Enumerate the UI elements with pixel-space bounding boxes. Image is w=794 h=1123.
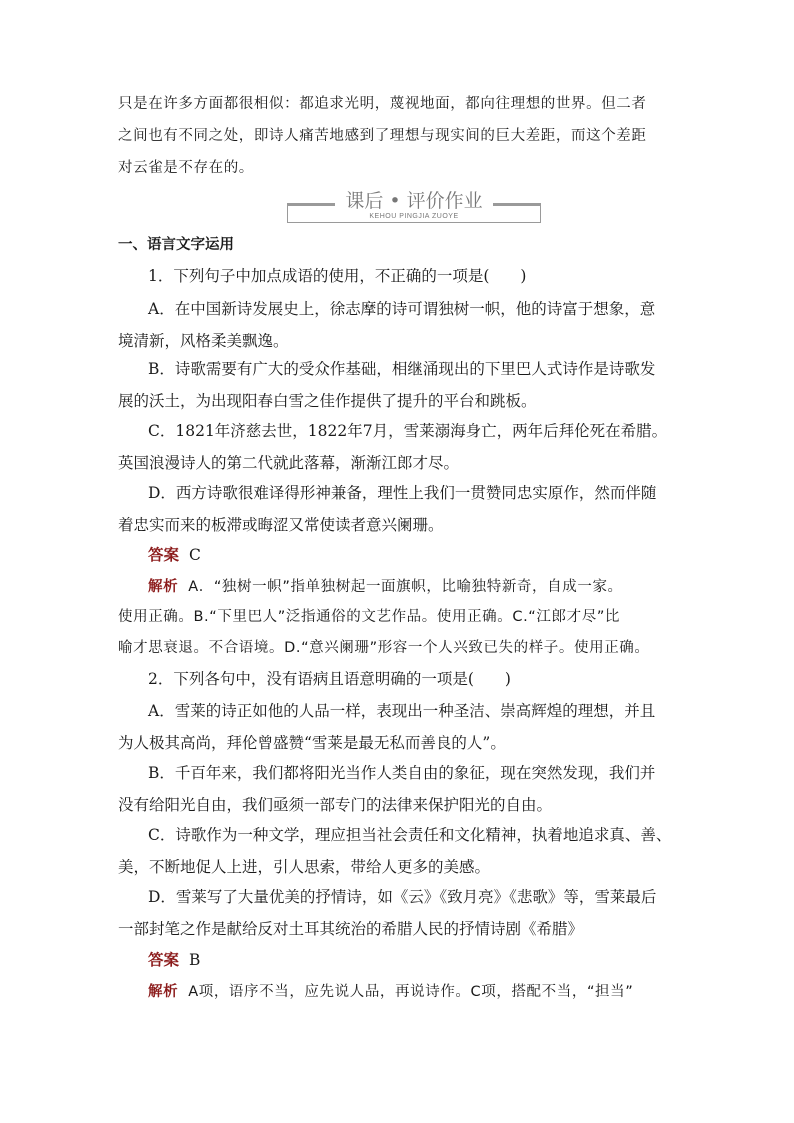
intro-line-3: 对云雀是不存在的。 xyxy=(118,160,254,176)
q1-option-c-cont: 英国浪漫诗人的第二代就此落幕，渐渐江郎才尽。 xyxy=(118,454,460,472)
q1-analysis-cont-1: 使用正确。B.“下里巴人”泛指通俗的文艺作品。使用正确。C.“江郎才尽”比 xyxy=(118,609,621,625)
q1-answer xyxy=(148,543,201,567)
q1-analysis-cont-2: 喻才思衰退。不合语境。D.“意兴阑珊”形容一个人兴致已失的样子。使用正确。 xyxy=(118,640,650,656)
q1-option-c: C．1821年济慈去世，1822年7月，雪莱溺海身亡，两年后拜伦死在希腊。 xyxy=(148,422,668,440)
q2-option-b: B．千百年来，我们都将阳光当作人类自由的象征，现在突然发现，我们并 xyxy=(148,764,656,782)
analysis-text: A项，语序不当，应先说人品，再说诗作。C项，搭配不当，“担当” xyxy=(188,984,634,1000)
banner-title: 课后 • 评价作业 xyxy=(335,188,493,214)
answer-value: C xyxy=(189,546,201,564)
q2-option-b-cont: 没有给阳光自由，我们亟须一部专门的法律来保护阳光的自由。 xyxy=(118,796,553,814)
intro-line-1: 只是在许多方面都很相似：都追求光明，蔑视地面，都向往理想的世界。但二者 xyxy=(118,96,647,112)
q2-option-d-cont: 一部封笔之作是献给反对土耳其统治的希腊人民的抒情诗剧《希腊》 xyxy=(118,920,584,938)
q1-analysis xyxy=(148,575,623,599)
answer-value: B xyxy=(189,951,201,969)
analysis-label: 解析 xyxy=(148,984,179,1000)
answer-label: 答案 xyxy=(148,950,180,969)
q2-option-c: C．诗歌作为一种文学，理应担当社会责任和文化精神，执着地追求真、善、 xyxy=(148,826,672,844)
q1-option-d: D．西方诗歌很难译得形神兼备，理性上我们一贯赞同忠实原作，然而伴随 xyxy=(148,484,657,502)
section-banner xyxy=(287,186,541,224)
q2-answer xyxy=(148,948,200,972)
section-heading: 一、语言文字运用 xyxy=(118,237,234,253)
answer-label: 答案 xyxy=(148,545,180,564)
analysis-text: A．“独树一帜”指单独树起一面旗帜，比喻独特新奇，自成一家。 xyxy=(188,579,623,595)
q2-option-a: A．雪莱的诗正如他的人品一样，表现出一种圣洁、崇高辉煌的理想，并且 xyxy=(148,702,656,720)
analysis-label: 解析 xyxy=(148,579,179,595)
q1-option-b: B．诗歌需要有广大的受众作基础，相继涌现出的下里巴人式诗作是诗歌发 xyxy=(148,360,656,378)
q2-analysis xyxy=(148,980,633,1004)
q1-option-b-cont: 展的沃土，为出现阳春白雪之佳作提供了提升的平台和跳板。 xyxy=(118,392,537,410)
q2-option-c-cont: 美，不断地促人上进，引人思索，带给人更多的美感。 xyxy=(118,858,491,876)
intro-line-2: 之间也有不同之处，即诗人痛苦地感到了理想与现实间的巨大差距，而这个差距 xyxy=(118,128,647,144)
q1-stem: 1．下列句子中加点成语的使用，不正确的一项是( ) xyxy=(148,267,527,285)
q2-option-d: D．雪莱写了大量优美的抒情诗，如《云》《致月亮》《悲歌》等，雪莱最后 xyxy=(148,888,657,906)
q2-option-a-cont: 为人极其高尚，拜伦曾盛赞“雪莱是最无私而善良的人”。 xyxy=(118,734,506,752)
q1-option-a: A．在中国新诗发展史上，徐志摩的诗可谓独树一帜，他的诗富于想象，意 xyxy=(148,300,656,318)
q1-option-d-cont: 着忠实而来的板滞或晦涩又常使读者意兴阑珊。 xyxy=(118,516,444,534)
q1-option-a-cont: 境清新，风格柔美飘逸。 xyxy=(118,332,289,350)
banner-subtitle: KEHOU PINGJIA ZUOYE xyxy=(369,213,459,220)
q2-stem: 2．下列各句中，没有语病且语意明确的一项是( ) xyxy=(148,670,511,688)
